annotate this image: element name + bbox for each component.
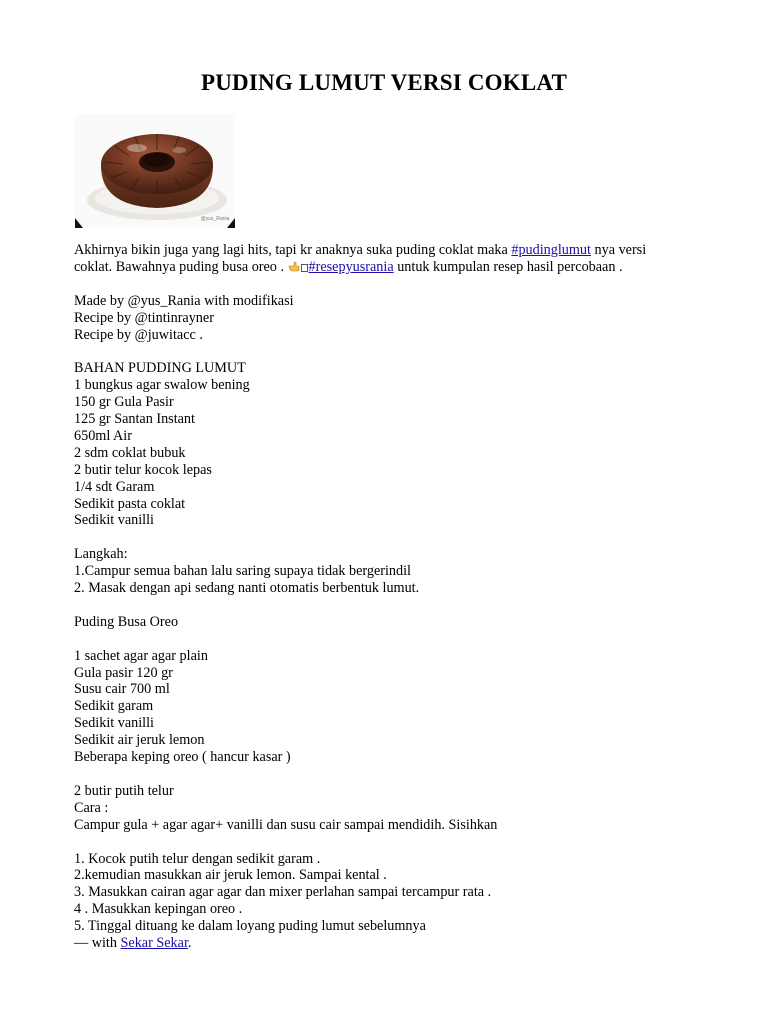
bahan-heading: BAHAN PUDDING LUMUT [74, 360, 246, 377]
ingredient-item: Sedikit pasta coklat [74, 495, 186, 512]
photo-watermark: @yus_Rania [200, 216, 230, 222]
ingredient-item: Susu cair 700 ml [74, 681, 170, 698]
hashtag-pudinglumut-link[interactable]: #pudinglumut [511, 242, 591, 258]
langkah-heading: Langkah: [74, 546, 128, 563]
tagged-person-link[interactable]: Sekar Sekar [120, 935, 188, 952]
credit-line: Recipe by @tintinrayner [74, 309, 214, 326]
ingredient-item: 1/4 sdt Garam [74, 478, 155, 495]
intro-line-2: coklat. Bawahnya puding busa oreo . #resepyusrania untuk kumpulan resep hasil percobaan . [74, 258, 623, 275]
ingredient-item: 150 gr Gula Pasir [74, 394, 174, 411]
credit-line: Made by @yus_Rania with modifikasi [74, 292, 294, 309]
intro-line-1: Akhirnya bikin juga yang lagi hits, tapi kr anaknya suka puding coklat maka #pudinglumut nya versi [74, 242, 647, 258]
pointing-hand-icon [288, 260, 300, 272]
step-item: 2. Masak dengan api sedang nanti otomatis berbentuk lumut. [74, 580, 420, 597]
recipe-body [74, 242, 714, 952]
step-item: 5. Tinggal dituang ke dalam loyang puding lumut sebelumnya [74, 918, 426, 935]
ingredient-item: 2 butir telur kocok lepas [74, 461, 212, 478]
step-item: 1.Campur semua bahan lalu saring supaya tidak bergerindil [74, 563, 411, 580]
step-item: 1. Kocok putih telur dengan sedikit garam . [74, 850, 321, 867]
ingredient-item: 2 butir putih telur [74, 782, 174, 799]
cara-heading: Cara : [74, 799, 109, 816]
step-item: 2.kemudian masukkan air jeruk lemon. Sampai kental . [74, 867, 387, 884]
with-line: — with Sekar Sekar. [74, 935, 192, 952]
ingredient-item: 2 sdm coklat bubuk [74, 444, 186, 461]
ingredient-item: Sedikit air jeruk lemon [74, 732, 205, 749]
ingredient-item: 1 bungkus agar swalow bening [74, 377, 250, 394]
step-item: 3. Masukkan cairan agar agar dan mixer perlahan sampai tercampur rata . [74, 884, 492, 901]
busa-oreo-heading: Puding Busa Oreo [74, 613, 179, 630]
ingredient-item: Gula pasir 120 gr [74, 664, 173, 681]
ingredient-item: 650ml Air [74, 427, 132, 444]
pudding-illustration [75, 114, 235, 228]
credit-line: Recipe by @juwitacc . [74, 326, 203, 343]
missing-glyph-icon [301, 264, 308, 272]
ingredient-item: Sedikit vanilli [74, 715, 154, 732]
cara-intro: Campur gula + agar agar+ vanilli dan susu cair sampai mendidih. Sisihkan [74, 816, 498, 833]
step-item: 4 . Masukkan kepingan oreo . [74, 901, 243, 918]
ingredient-item: Sedikit garam [74, 698, 154, 715]
hashtag-resepyusrania-link[interactable]: #resepyusrania [308, 258, 394, 275]
pudding-photo [75, 114, 235, 228]
ingredient-item: 125 gr Santan Instant [74, 411, 195, 428]
ingredient-item: 1 sachet agar agar plain [74, 647, 208, 664]
ingredient-item: Sedikit vanilli [74, 512, 154, 529]
page-title: PUDING LUMUT VERSI COKLAT [200, 70, 568, 95]
ingredient-item: Beberapa keping oreo ( hancur kasar ) [74, 749, 291, 766]
